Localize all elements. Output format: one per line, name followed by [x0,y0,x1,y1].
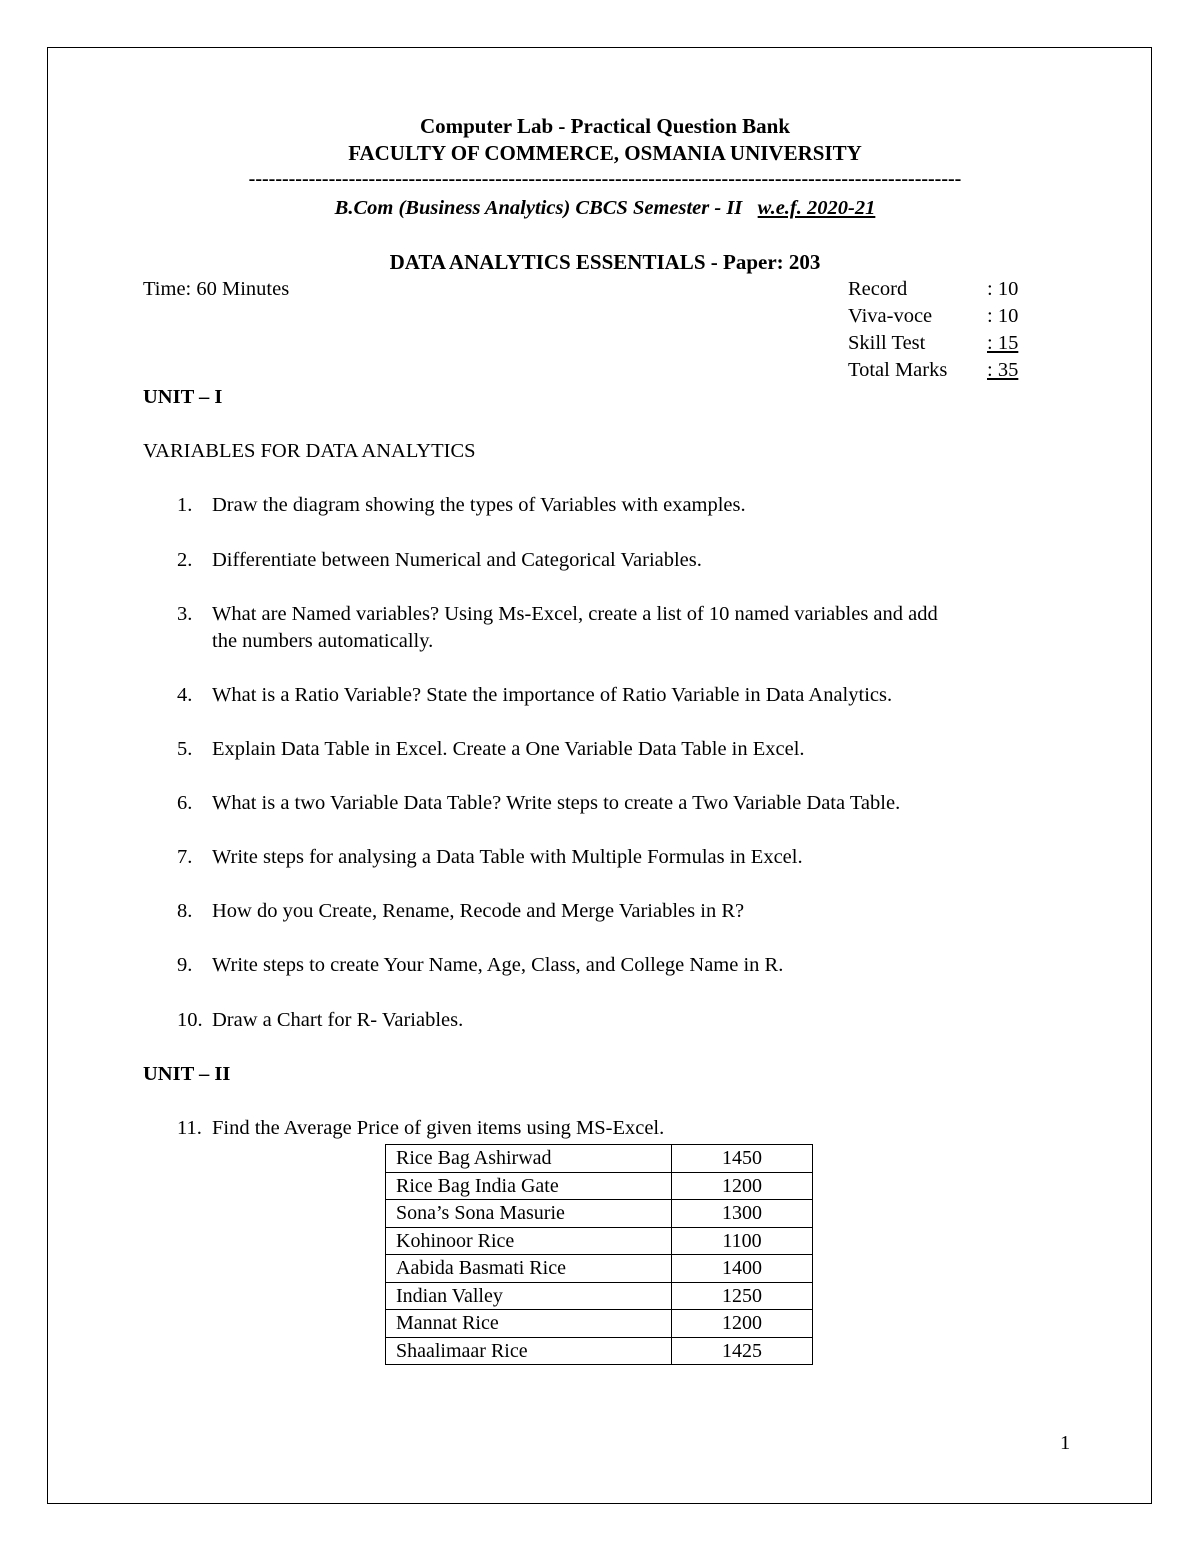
question-4 [143,684,1063,712]
item-price-cell: 1400 [672,1255,813,1283]
question-text: Write steps to create Your Name, Age, Class, and College Name in R. [212,954,784,976]
question-number: 6. [177,792,193,814]
question-text: What is a two Variable Data Table? Write steps to create a Two Variable Data Table. [212,792,901,814]
item-name-cell: Kohinoor Rice [386,1227,672,1255]
question-text: Draw a Chart for R- Variables. [212,1009,464,1031]
question-number: 10. [177,1009,203,1031]
question-3 [143,603,1063,659]
question-text: Find the Average Price of given items using MS-Excel. [212,1117,665,1139]
marks-value: : 10 [987,305,1019,327]
unit-1-section-title: VARIABLES FOR DATA ANALYTICS [143,440,476,462]
exam-time: Time: 60 Minutes [143,278,290,300]
question-text-line-2: the numbers automatically. [212,630,434,652]
question-text: Draw the diagram showing the types of Variables with examples. [212,494,746,516]
question-text: Explain Data Table in Excel. Create a One Variable Data Table in Excel. [212,738,805,760]
table-row [386,1337,813,1365]
table-row [386,1310,813,1338]
item-name-cell: Sona’s Sona Masurie [386,1200,672,1228]
question-6 [143,792,1063,820]
item-name-cell: Shaalimaar Rice [386,1337,672,1365]
item-price-cell: 1200 [672,1172,813,1200]
question-8 [143,900,1063,928]
item-name-cell: Aabida Basmati Rice [386,1255,672,1283]
course-name: B.Com (Business Analytics) CBCS Semester - II [334,197,743,219]
item-price-cell: 1425 [672,1337,813,1365]
question-text: Write steps for analysing a Data Table with Multiple Formulas in Excel. [212,846,803,868]
question-text: Differentiate between Numerical and Categorical Variables. [212,549,702,571]
document-title: Computer Lab - Practical Question Bank [419,114,791,138]
marks-value: : 10 [987,278,1019,300]
question-number: 5. [177,738,193,760]
question-number: 4. [177,684,193,706]
item-name-cell: Rice Bag Ashirwad [386,1145,672,1173]
item-price-cell: 1100 [672,1227,813,1255]
page-number: 1 [1060,1432,1071,1454]
question-7 [143,846,1063,874]
item-price-cell: 1200 [672,1310,813,1338]
item-price-cell: 1450 [672,1145,813,1173]
question-1 [143,494,1063,522]
question-number: 7. [177,846,193,868]
wef-year: w.e.f. 2020-21 [757,197,876,219]
item-name-cell: Indian Valley [386,1282,672,1310]
question-number: 8. [177,900,193,922]
faculty-title: FACULTY OF COMMERCE, OSMANIA UNIVERSITY [348,141,862,165]
marks-label: Skill Test [848,332,926,354]
question-text-line-1: What are Named variables? Using Ms-Excel, create a list of 10 named variables and add [212,603,938,625]
question-text: What is a Ratio Variable? State the importance of Ratio Variable in Data Analytics. [212,684,893,706]
table-row [386,1172,813,1200]
question-5 [143,738,1063,766]
question-number: 11. [177,1117,202,1139]
question-number: 9. [177,954,193,976]
question-number: 2. [177,549,193,571]
marks-label: Viva-voce [848,305,933,327]
rice-price-table [385,1144,813,1365]
table-row [386,1145,813,1173]
question-10 [143,1009,1063,1037]
marks-label: Record [848,278,908,300]
unit-1-heading: UNIT – I [143,386,223,408]
unit-2-heading: UNIT – II [143,1063,231,1085]
table-row [386,1227,813,1255]
marks-label: Total Marks [848,359,948,381]
table-row [386,1255,813,1283]
item-name-cell: Rice Bag India Gate [386,1172,672,1200]
question-2 [143,549,1063,577]
question-9 [143,954,1063,982]
marks-value: : 35 [987,359,1019,381]
course-line [0,197,1200,220]
paper-title: DATA ANALYTICS ESSENTIALS - Paper: 203 [389,250,821,274]
item-price-cell: 1250 [672,1282,813,1310]
question-11 [143,1117,1063,1145]
question-number: 1. [177,494,193,516]
item-price-cell: 1300 [672,1200,813,1228]
item-name-cell: Mannat Rice [386,1310,672,1338]
divider-line: ----------------------------------------------------------------------------------------------------------- [248,168,962,190]
question-number: 3. [177,603,193,625]
question-text: How do you Create, Rename, Recode and Merge Variables in R? [212,900,745,922]
table-row [386,1200,813,1228]
marks-value: : 15 [987,332,1019,354]
table-row [386,1282,813,1310]
